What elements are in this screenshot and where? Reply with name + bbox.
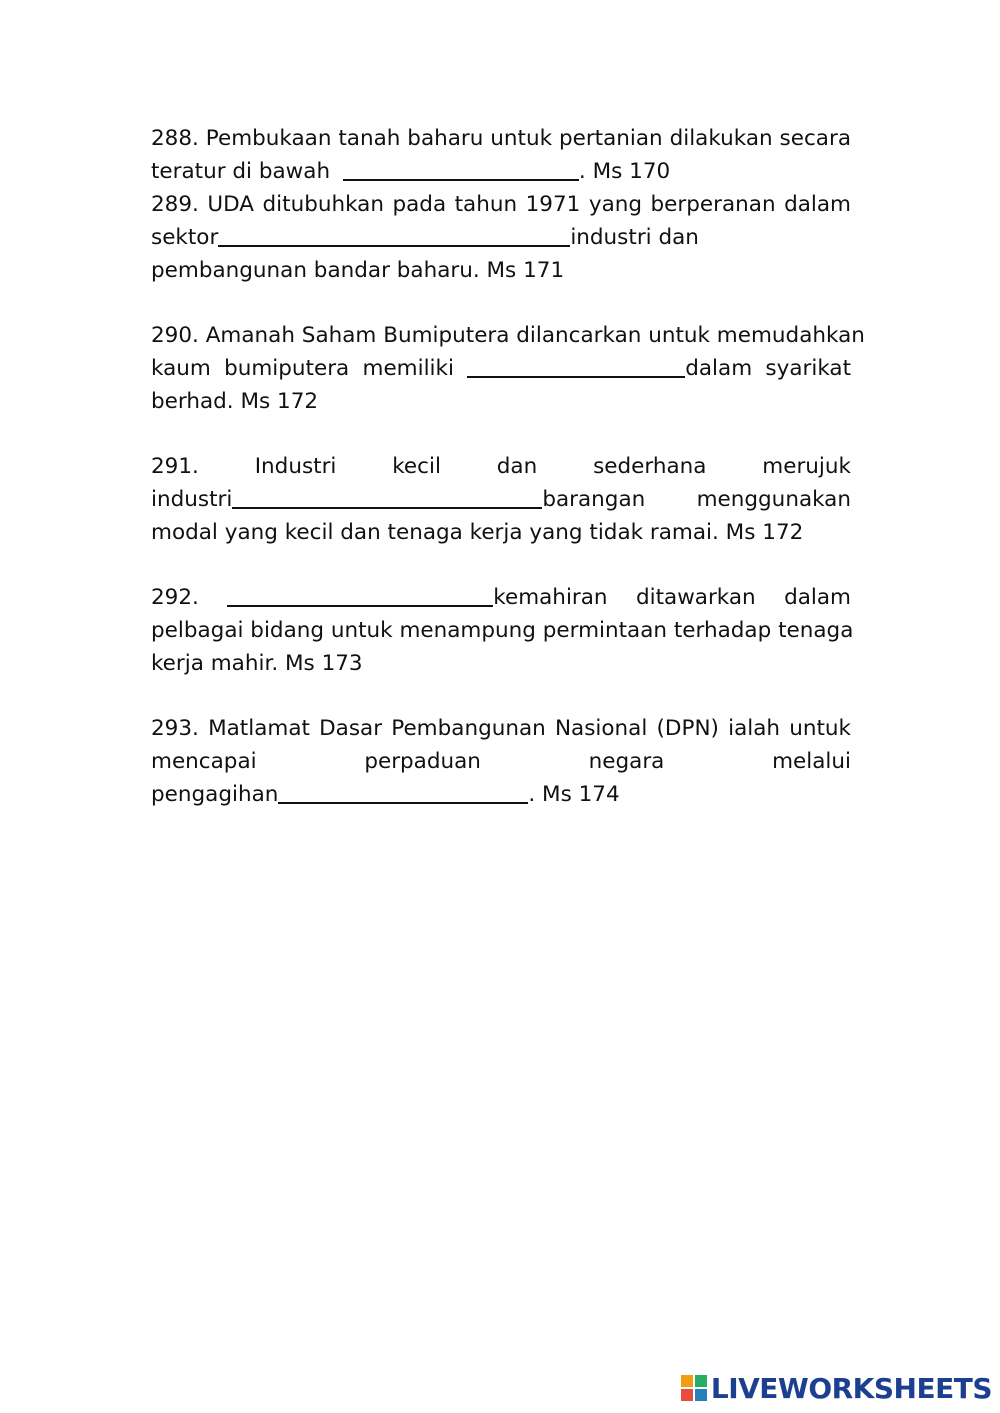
q291-line3: modal yang kecil dan tenaga kerja yang tidak ramai. Ms 172 <box>151 520 804 545</box>
logo-square <box>681 1375 693 1387</box>
q293-line3 <box>151 778 851 811</box>
q292-answer-blank[interactable] <box>227 583 493 607</box>
q293-text-end: . Ms 174 <box>528 782 620 807</box>
q292-line2: pelbagai bidang untuk menampung permintaan terhadap tenaga <box>151 618 854 643</box>
q291-word: kecil <box>392 454 441 479</box>
q290-answer-blank[interactable] <box>467 354 685 378</box>
q289-text-end: industri dan <box>570 225 699 250</box>
q293-text-start: pengagihan <box>151 782 279 807</box>
q289-line2 <box>151 221 851 254</box>
q293-answer-blank[interactable] <box>278 780 528 804</box>
q292-word: dalam <box>784 585 851 610</box>
q290-line2 <box>151 352 851 385</box>
q292-word: 292. <box>151 585 199 610</box>
q293-line1: 293. Matlamat Dasar Pembangunan Nasional (DPN) ialah untuk <box>151 716 851 741</box>
logo-square <box>681 1389 693 1401</box>
q290-word: memiliki <box>362 356 454 381</box>
q290-word: syarikat <box>765 356 852 381</box>
q292-word: kemahiran <box>493 585 608 610</box>
q291-blank-group <box>151 487 645 512</box>
q291-word: Industri <box>254 454 337 479</box>
logo-mark-icon <box>681 1375 707 1401</box>
q292-line1 <box>151 581 851 614</box>
q290-line3: berhad. Ms 172 <box>151 389 319 414</box>
q290-blank-group <box>467 356 752 381</box>
q291-answer-blank[interactable] <box>232 485 542 509</box>
q288-text-end: . Ms 170 <box>578 159 671 184</box>
q292-line3: kerja mahir. Ms 173 <box>151 651 363 676</box>
q290-line1: 290. Amanah Saham Bumiputera dilancarkan untuk memudahkan <box>151 323 865 348</box>
q290-word: kaum <box>151 356 211 381</box>
q293-word: melalui <box>772 749 851 774</box>
q291-line1 <box>151 450 851 483</box>
q289-answer-blank[interactable] <box>218 223 570 247</box>
q293-word: perpaduan <box>364 749 481 774</box>
q289-text-start: sektor <box>151 225 219 250</box>
q289-line1: 289. UDA ditubuhkan pada tahun 1971 yang berperanan dalam <box>151 192 851 217</box>
worksheet-body <box>151 122 865 811</box>
q291-word: industri <box>151 487 233 512</box>
q292-blank-group <box>227 585 607 610</box>
q291-line2 <box>151 483 851 516</box>
q291-word: sederhana <box>593 454 707 479</box>
q293-word: negara <box>588 749 665 774</box>
q288-line2 <box>151 155 851 188</box>
q288-line1: 288. Pembukaan tanah baharu untuk pertanian dilakukan secara <box>151 126 851 151</box>
q289-line3: pembangunan bandar baharu. Ms 171 <box>151 258 565 283</box>
q290-word: bumiputera <box>224 356 350 381</box>
logo-square <box>695 1389 707 1401</box>
q290-word: dalam <box>685 356 753 381</box>
q288-text-start: teratur di bawah <box>151 159 331 184</box>
q291-word: 291. <box>151 454 199 479</box>
q291-word: barangan <box>542 487 646 512</box>
q292-word: ditawarkan <box>635 585 756 610</box>
logo-square <box>695 1375 707 1387</box>
q293-line2 <box>151 745 851 778</box>
logo-text: LIVEWORKSHEETS <box>710 1371 992 1405</box>
q291-word: merujuk <box>762 454 851 479</box>
q288-answer-blank[interactable] <box>343 157 579 181</box>
q293-word: mencapai <box>151 749 257 774</box>
liveworksheets-logo <box>681 1373 992 1403</box>
q291-word: dan <box>496 454 538 479</box>
q291-word: menggunakan <box>696 487 851 512</box>
